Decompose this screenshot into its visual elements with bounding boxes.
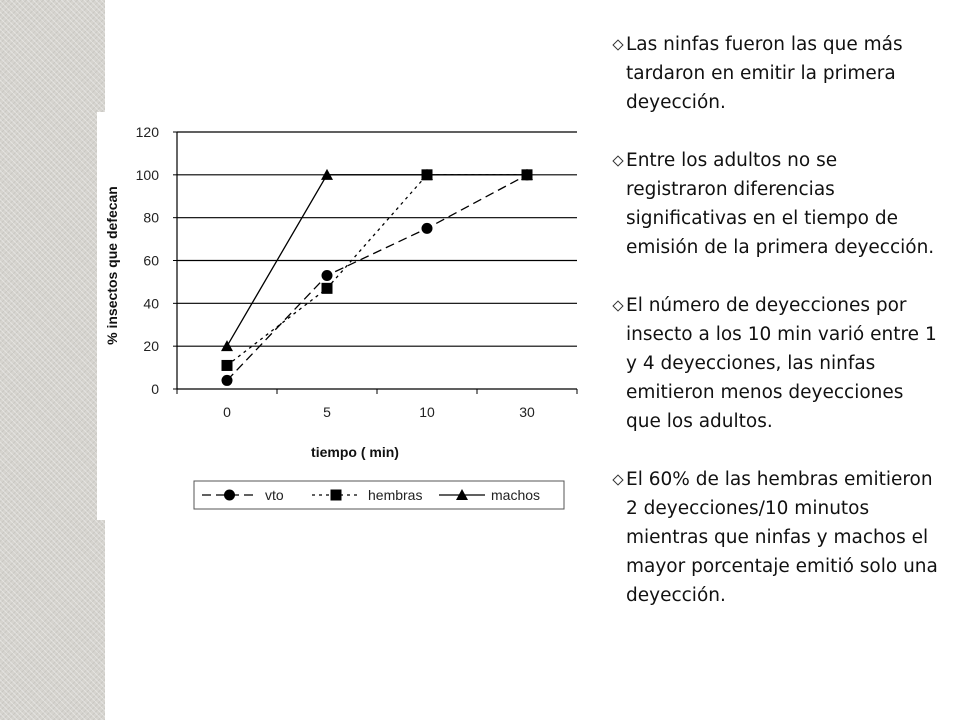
- x-tick-label: 30: [519, 404, 535, 420]
- y-tick-label: 100: [135, 166, 159, 183]
- x-tick-label: 0: [223, 404, 231, 420]
- diamond-bullet-icon: [612, 155, 623, 166]
- bullet-list: [610, 30, 940, 639]
- line-chart: [97, 112, 585, 520]
- y-tick-label: 40: [143, 295, 159, 312]
- bullet-text: El 60% de las hembras emitieron 2 deyecciones/10 minutos mientras que ninfas y machos el mayor porcentaje emitió solo una deyección.: [626, 469, 938, 606]
- decorative-side-strip: [0, 0, 105, 720]
- data-point-hembras: [222, 360, 233, 371]
- bullet-item: [610, 146, 940, 262]
- diamond-bullet-icon: [612, 39, 623, 50]
- data-point-vto: [322, 270, 333, 281]
- x-tick-label: 10: [419, 404, 435, 420]
- y-tick-label: 120: [135, 124, 159, 140]
- bullet-item: [610, 465, 940, 610]
- legend-label: vto: [265, 487, 284, 503]
- bullet-text: El número de deyecciones por insecto a los 10 min varió entre 1 y 4 deyecciones, las ninfas emitieron menos deyecciones que los adultos.: [626, 295, 937, 432]
- bullet-item: [610, 291, 940, 436]
- diamond-bullet-icon: [612, 300, 623, 311]
- y-tick-label: 80: [143, 209, 159, 226]
- series-line-vto: [227, 175, 527, 381]
- bullet-item: [610, 30, 940, 117]
- legend-label: hembras: [368, 487, 423, 503]
- y-axis-title: % insectos que defecan: [104, 186, 120, 345]
- x-axis-title: tiempo ( min): [311, 444, 399, 460]
- legend-label: machos: [491, 487, 541, 503]
- data-point-vto: [422, 223, 433, 234]
- diamond-bullet-icon: [612, 474, 623, 485]
- legend-marker-vto: [224, 490, 235, 501]
- bullet-text: Las ninfas fueron las que más tardaron en emitir la primera deyección.: [626, 34, 903, 113]
- bullet-text: Entre los adultos no se registraron diferencias significativas en el tiempo de emisión de la primera deyección.: [626, 150, 935, 258]
- y-tick-label: 60: [143, 252, 159, 269]
- x-tick-label: 5: [323, 404, 331, 420]
- data-point-vto: [222, 375, 233, 386]
- data-point-hembras: [322, 283, 333, 294]
- legend-marker-hembras: [331, 490, 342, 501]
- chart-svg: [97, 112, 585, 520]
- y-tick-label: 0: [151, 381, 159, 397]
- y-tick-label: 20: [143, 338, 159, 355]
